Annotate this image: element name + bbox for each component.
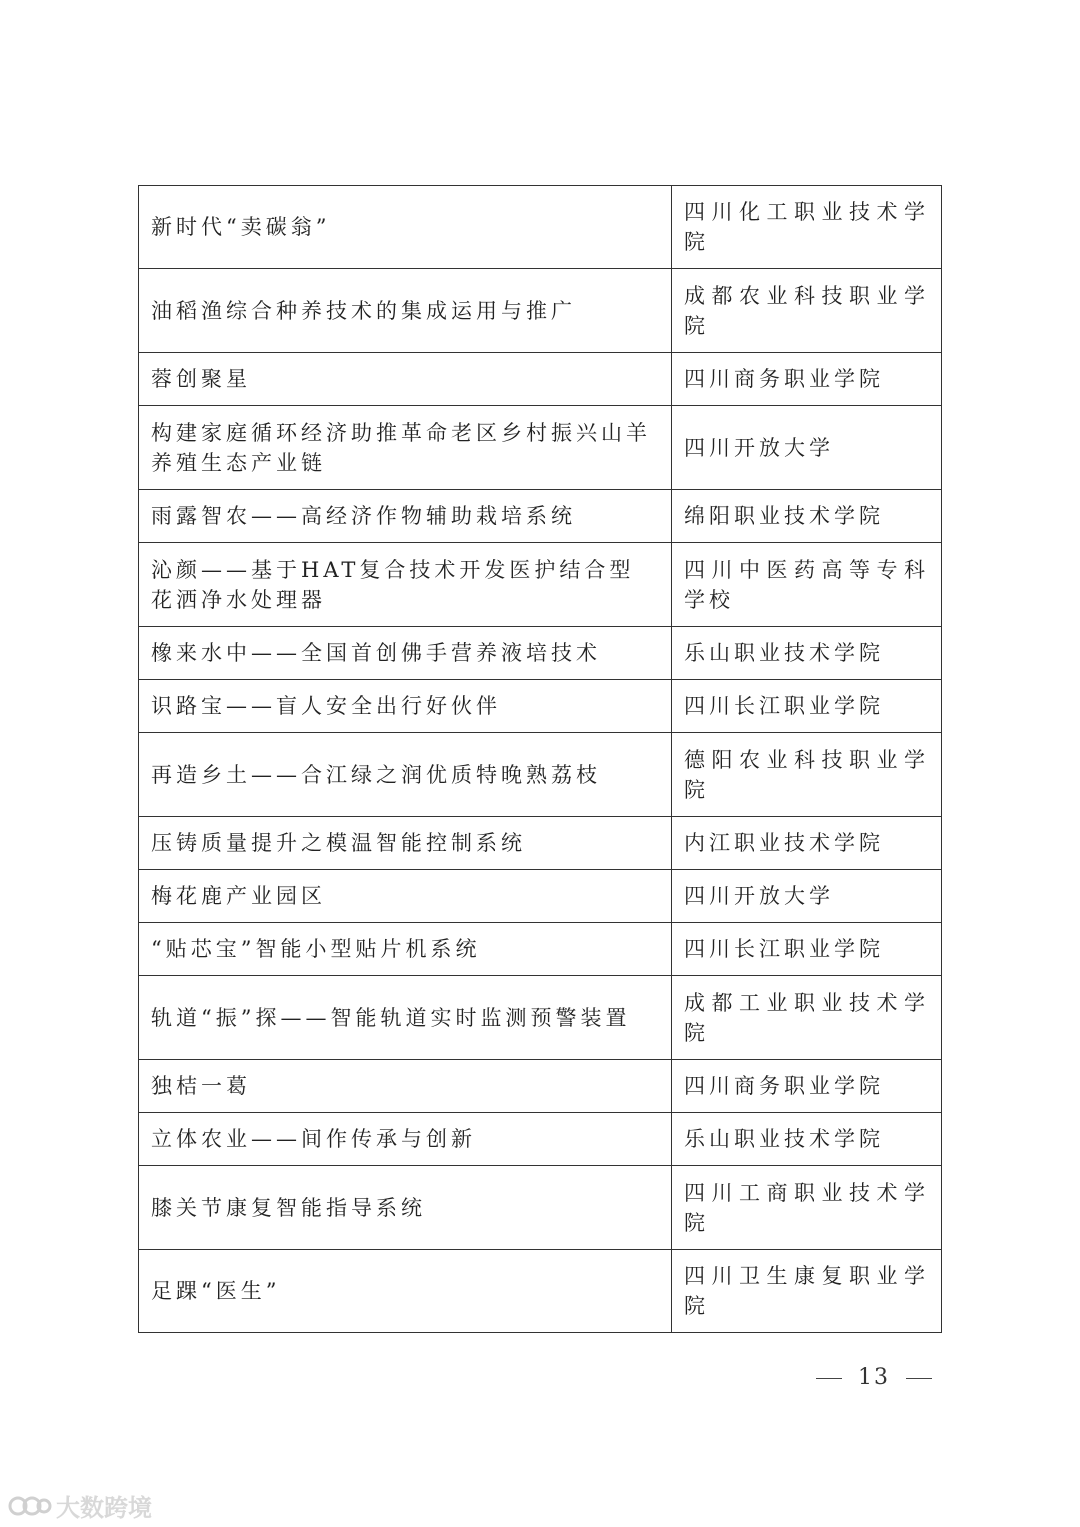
school-name-cell: 成都工业职业技术学院 — [672, 976, 942, 1060]
school-name-cell: 四川商务职业学院 — [672, 1060, 942, 1113]
project-name-cell: 构建家庭循环经济助推革命老区乡村振兴山羊养殖生态产业链 — [139, 406, 672, 490]
page-number-value: 13 — [858, 1365, 890, 1390]
school-name-cell: 四川中医药高等专科学校 — [672, 543, 942, 627]
watermark — [8, 1488, 152, 1523]
school-name-cell: 成都农业科技职业学院 — [672, 269, 942, 353]
page-number — [800, 1365, 948, 1390]
table-row — [139, 1060, 942, 1113]
school-name-cell: 内江职业技术学院 — [672, 817, 942, 870]
table-row — [139, 680, 942, 733]
table-row — [139, 186, 942, 269]
table-row — [139, 733, 942, 817]
table-row — [139, 817, 942, 870]
table-row — [139, 627, 942, 680]
project-name-cell: 压铸质量提升之模温智能控制系统 — [139, 817, 672, 870]
table-row — [139, 490, 942, 543]
table-body — [139, 186, 942, 1333]
project-name-cell: 梅花鹿产业园区 — [139, 870, 672, 923]
project-name-cell: 橡来水中——全国首创佛手营养液培技术 — [139, 627, 672, 680]
table-row — [139, 1166, 942, 1250]
table-row — [139, 1250, 942, 1333]
school-name-cell: 绵阳职业技术学院 — [672, 490, 942, 543]
project-name-cell: 雨露智农——高经济作物辅助栽培系统 — [139, 490, 672, 543]
project-name-cell: 沁颜——基于HAT复合技术开发医护结合型花洒净水处理器 — [139, 543, 672, 627]
school-name-cell: 四川长江职业学院 — [672, 923, 942, 976]
dash-right — [906, 1378, 932, 1379]
table-row — [139, 923, 942, 976]
table-row — [139, 870, 942, 923]
project-name-cell: 蓉创聚星 — [139, 353, 672, 406]
dash-left — [816, 1378, 842, 1379]
watermark-logo-icon — [8, 1492, 52, 1520]
school-name-cell: 四川长江职业学院 — [672, 680, 942, 733]
project-name-cell: 再造乡土——合江绿之润优质特晚熟荔枝 — [139, 733, 672, 817]
project-table — [138, 185, 942, 1333]
project-name-cell: 立体农业——间作传承与创新 — [139, 1113, 672, 1166]
school-name-cell: 乐山职业技术学院 — [672, 627, 942, 680]
watermark-text: 大数跨境 — [56, 1494, 152, 1522]
school-name-cell: 四川开放大学 — [672, 406, 942, 490]
school-name-cell: 四川卫生康复职业学院 — [672, 1250, 942, 1333]
school-name-cell: 乐山职业技术学院 — [672, 1113, 942, 1166]
school-name-cell: 四川商务职业学院 — [672, 353, 942, 406]
project-name-cell: 识路宝——盲人安全出行好伙伴 — [139, 680, 672, 733]
school-name-cell: 德阳农业科技职业学院 — [672, 733, 942, 817]
table-row — [139, 1113, 942, 1166]
project-name-cell: 足踝“医生” — [139, 1250, 672, 1333]
school-name-cell: 四川化工职业技术学院 — [672, 186, 942, 269]
project-name-cell: 膝关节康复智能指导系统 — [139, 1166, 672, 1250]
project-name-cell: 轨道“振”探——智能轨道实时监测预警装置 — [139, 976, 672, 1060]
project-name-cell: 独桔一葛 — [139, 1060, 672, 1113]
school-name-cell: 四川工商职业技术学院 — [672, 1166, 942, 1250]
project-name-cell: 新时代“卖碳翁” — [139, 186, 672, 269]
table-row — [139, 976, 942, 1060]
table-row — [139, 543, 942, 627]
project-name-cell: 油稻渔综合种养技术的集成运用与推广 — [139, 269, 672, 353]
table-row — [139, 406, 942, 490]
school-name-cell: 四川开放大学 — [672, 870, 942, 923]
project-name-cell: “贴芯宝”智能小型贴片机系统 — [139, 923, 672, 976]
table-row — [139, 353, 942, 406]
table-row — [139, 269, 942, 353]
